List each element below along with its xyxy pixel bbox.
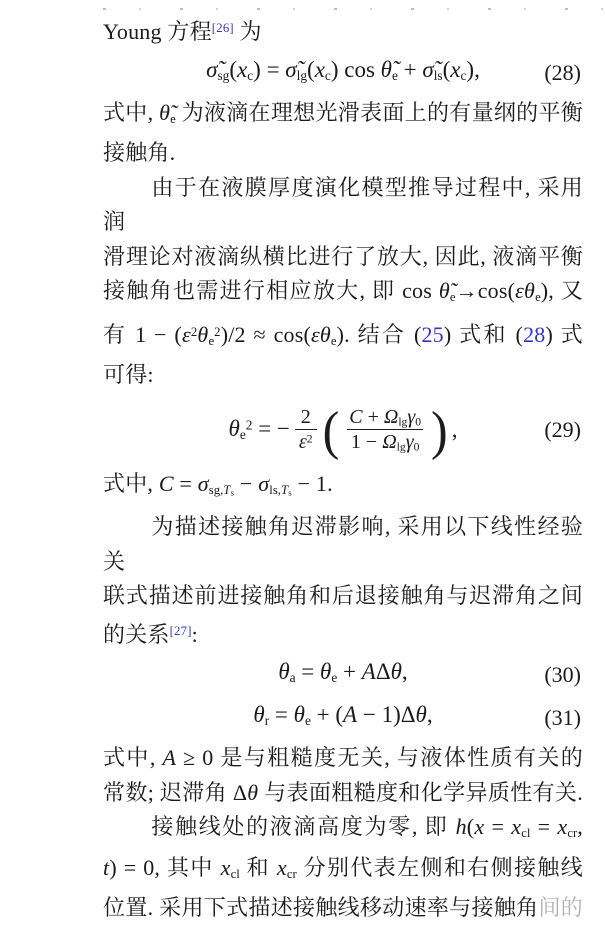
equation-number: (29) <box>544 416 581 442</box>
text-line <box>103 614 583 653</box>
text-segment: 0 <box>415 415 422 429</box>
text-segment: 的关系 <box>103 621 170 647</box>
text-segment: = <box>484 814 512 840</box>
text-segment: θ <box>228 416 240 442</box>
text-segment: γ <box>405 431 414 454</box>
text-segment: sg, <box>208 482 224 497</box>
text-segment: ( <box>466 814 475 840</box>
citation-link[interactable]: [27] <box>169 623 192 638</box>
text-segment: σ̃ <box>422 56 434 82</box>
text-segment: 2 <box>214 324 221 339</box>
text-segment: ), 又 <box>540 278 583 304</box>
text-segment: 为 <box>233 19 262 45</box>
text-segment: h <box>455 814 467 840</box>
text-segment: σ̃ <box>285 56 297 82</box>
text-segment: lg <box>296 67 308 83</box>
text-line <box>103 741 583 776</box>
text-segment: = <box>295 659 321 685</box>
text-segment: c <box>324 67 331 83</box>
text-segment: − <box>234 470 259 496</box>
text-segment: ls, <box>269 482 281 497</box>
page-content <box>103 2 583 926</box>
text-segment: σ <box>197 470 209 496</box>
text-segment: θ̃ <box>380 56 392 82</box>
text-segment: 式中, <box>103 470 159 496</box>
text-segment: x <box>237 56 248 82</box>
text-segment: C <box>158 470 174 496</box>
fraction <box>345 406 425 454</box>
text-segment: 常数; 迟滞角 Δ <box>103 779 248 805</box>
text-segment: = − <box>252 416 290 442</box>
text-segment: 2 <box>306 432 313 446</box>
text-segment: 可得: <box>103 362 154 388</box>
text-line <box>103 891 583 926</box>
equation-body <box>206 53 480 93</box>
text-segment: 滑理论对液滴纵横比进行了放大, 因此, 液滴平衡 <box>103 243 583 269</box>
fraction-denominator <box>347 429 423 454</box>
citation-link[interactable]: 25 <box>421 321 444 347</box>
text-segment: θ̃ <box>438 278 450 304</box>
text-segment: c <box>460 67 467 83</box>
text-segment: e <box>304 713 311 729</box>
text-segment: 由于在液膜厚度演化模型推导过程中, 采用润 <box>103 174 583 235</box>
text-segment: sg <box>217 67 230 83</box>
text-segment: x <box>450 56 461 82</box>
text-segment: ( <box>442 56 451 82</box>
text-segment: Ω <box>383 405 399 428</box>
text-segment: r <box>264 713 270 729</box>
text-segment: + ( <box>310 702 344 728</box>
text-segment: s <box>288 487 292 498</box>
text-segment: θ <box>390 659 402 685</box>
fraction <box>295 406 317 454</box>
text-segment: ) = <box>253 56 286 82</box>
equation-body <box>278 655 407 695</box>
text-segment: − 1. <box>291 470 333 496</box>
text-segment: εθ <box>311 321 331 347</box>
text-segment: ε <box>181 321 191 347</box>
text-segment: →cos( <box>455 278 516 304</box>
text-segment: e <box>449 290 456 305</box>
equation-number: (30) <box>544 662 581 688</box>
text-segment: εθ <box>515 278 536 304</box>
text-segment: x <box>220 854 231 880</box>
equation-30 <box>103 655 583 695</box>
text-segment: 2 <box>190 324 198 339</box>
text-segment: Young 方程 <box>103 19 212 45</box>
text-segment: 和 <box>239 854 277 880</box>
text-segment: = <box>269 702 294 728</box>
text-segment: cr <box>286 866 297 881</box>
fraction-denominator <box>295 429 317 453</box>
text-segment: θ <box>253 702 265 728</box>
text-segment: 式中, <box>103 99 160 125</box>
equation-number: (28) <box>544 59 581 85</box>
text-segment: e <box>331 670 338 686</box>
text-segment: 为液滴在理想光滑表面上的有量纲的平衡 <box>175 99 583 125</box>
text-segment: θ <box>415 702 427 728</box>
text-segment: θ <box>320 659 332 685</box>
text-line <box>103 11 583 50</box>
text-segment: θ <box>197 321 209 347</box>
text-segment: e <box>391 67 398 83</box>
equation-trailing-comma: , <box>451 416 458 442</box>
text-segment: 式中, <box>103 745 163 771</box>
text-segment: σ̃ <box>206 56 218 82</box>
text-segment: 与表面粗糙度和化学异质性有关. <box>258 779 584 805</box>
text-line <box>103 171 583 240</box>
text-segment: cl <box>521 826 531 841</box>
text-segment: e <box>170 111 176 126</box>
text-segment: A <box>162 745 177 771</box>
text-line <box>103 510 583 579</box>
text-segment: − 1)Δ <box>357 702 416 728</box>
text-line <box>103 579 583 614</box>
text-segment: cr <box>567 826 578 841</box>
text-segment: ). 结合 ( <box>336 321 422 347</box>
fraction-numerator <box>297 406 315 429</box>
text-segment: T <box>281 482 289 497</box>
text-segment: 位置. 采用下式描述接触线移动速率与接触角 <box>103 895 539 921</box>
text-segment: )/2 ≈ cos( <box>220 321 312 347</box>
text-segment: : <box>191 621 198 647</box>
text-segment: T <box>223 482 231 497</box>
equation-29: $\theta e^2$ = − $\frac{2}{\varepsilon^2}$ ( $\frac{C + \Omega\lg\gamma 0}{1 - \Omega\lg\gamma 0}$ ) , (29) <box>228 399 581 461</box>
text-segment: a <box>289 670 296 686</box>
text-segment: ( <box>307 56 315 82</box>
text-segment: θ <box>247 779 259 805</box>
text-segment: e <box>330 333 337 348</box>
text-segment: ) 式和 ( <box>443 321 524 347</box>
text-segment: 0 <box>413 440 420 454</box>
text-segment: 有 1 − ( <box>103 321 182 347</box>
text-segment: = <box>530 814 558 840</box>
text-segment: 接触线处的液滴高度为零, 即 <box>151 814 456 840</box>
text-segment: lg <box>398 415 408 429</box>
text-segment: x <box>511 814 522 840</box>
text-segment: s <box>230 487 235 498</box>
text-segment: 为描述接触角迟滞影响, 采用以下线性经验关 <box>103 513 583 574</box>
equation-28 <box>103 53 583 93</box>
text-segment: x <box>474 814 485 840</box>
text-segment: σ <box>258 470 270 496</box>
text-line <box>103 851 583 891</box>
equation-lhs <box>229 416 290 443</box>
text-line <box>103 96 583 136</box>
text-segment: e <box>208 333 215 348</box>
text-segment: 1 − <box>350 431 383 454</box>
text-segment: γ <box>407 405 416 428</box>
text-segment: ε <box>298 431 307 454</box>
text-segment: e <box>535 290 541 305</box>
text-segment: x <box>314 56 325 82</box>
text-segment: , <box>426 702 433 728</box>
equation-31 <box>103 698 583 738</box>
text-segment: 接触角也需进行相应放大, 即 cos <box>103 278 439 304</box>
text-segment: ls <box>433 67 443 83</box>
text-line <box>103 315 583 359</box>
text-segment: 2 <box>300 405 311 428</box>
fraction-numerator <box>345 406 425 430</box>
text-segment: x <box>276 854 287 880</box>
text-segment: C <box>349 405 363 428</box>
text-segment: 间的 <box>538 895 583 921</box>
text-segment: θ <box>293 702 305 728</box>
text-segment: ( <box>229 56 238 82</box>
text-segment: Δ <box>375 659 391 685</box>
text-segment: ≥ 0 是与粗糙度无关, 与液体性质有关的 <box>176 745 583 771</box>
text-segment: ) 式 <box>545 321 583 347</box>
text-segment: + <box>397 56 423 82</box>
text-line <box>103 467 583 510</box>
citation-link[interactable]: [26] <box>211 21 234 35</box>
text-segment: 联式描述前进接触角和后退接触角与迟滞角之间 <box>103 583 583 609</box>
text-segment: 分别代表左侧和右侧接触线 <box>296 854 584 880</box>
text-segment: θ̃ <box>159 99 171 125</box>
text-line <box>103 776 583 811</box>
text-segment: lg <box>396 440 406 454</box>
text-segment: + <box>337 659 362 685</box>
text-segment: t <box>103 854 110 880</box>
text-line <box>103 358 583 393</box>
citation-link[interactable]: 28 <box>523 321 546 347</box>
equation-body <box>253 698 432 738</box>
text-segment: , <box>577 814 583 840</box>
text-segment: θ <box>278 659 290 685</box>
text-segment: + <box>362 405 384 428</box>
text-line <box>103 810 583 850</box>
text-segment: ) cos <box>330 56 381 82</box>
text-segment: ), <box>466 56 480 82</box>
text-segment: = <box>173 470 198 496</box>
equation-number: (31) <box>544 705 581 731</box>
cropped-previous-line <box>103 2 603 10</box>
text-segment: e <box>239 427 246 443</box>
text-segment: Ω <box>382 431 397 454</box>
text-segment: A <box>361 659 376 685</box>
text-line <box>103 136 583 171</box>
text-segment: c <box>247 67 254 83</box>
text-line <box>103 240 583 275</box>
text-segment: A <box>343 702 358 728</box>
text-segment: ) = 0, 其中 <box>109 854 221 880</box>
text-segment: 接触角. <box>103 139 176 165</box>
text-segment: x <box>557 814 568 840</box>
text-segment: 2 <box>245 417 253 433</box>
text-segment: , <box>401 659 408 685</box>
text-line <box>103 274 583 314</box>
text-segment: cl <box>230 866 240 881</box>
